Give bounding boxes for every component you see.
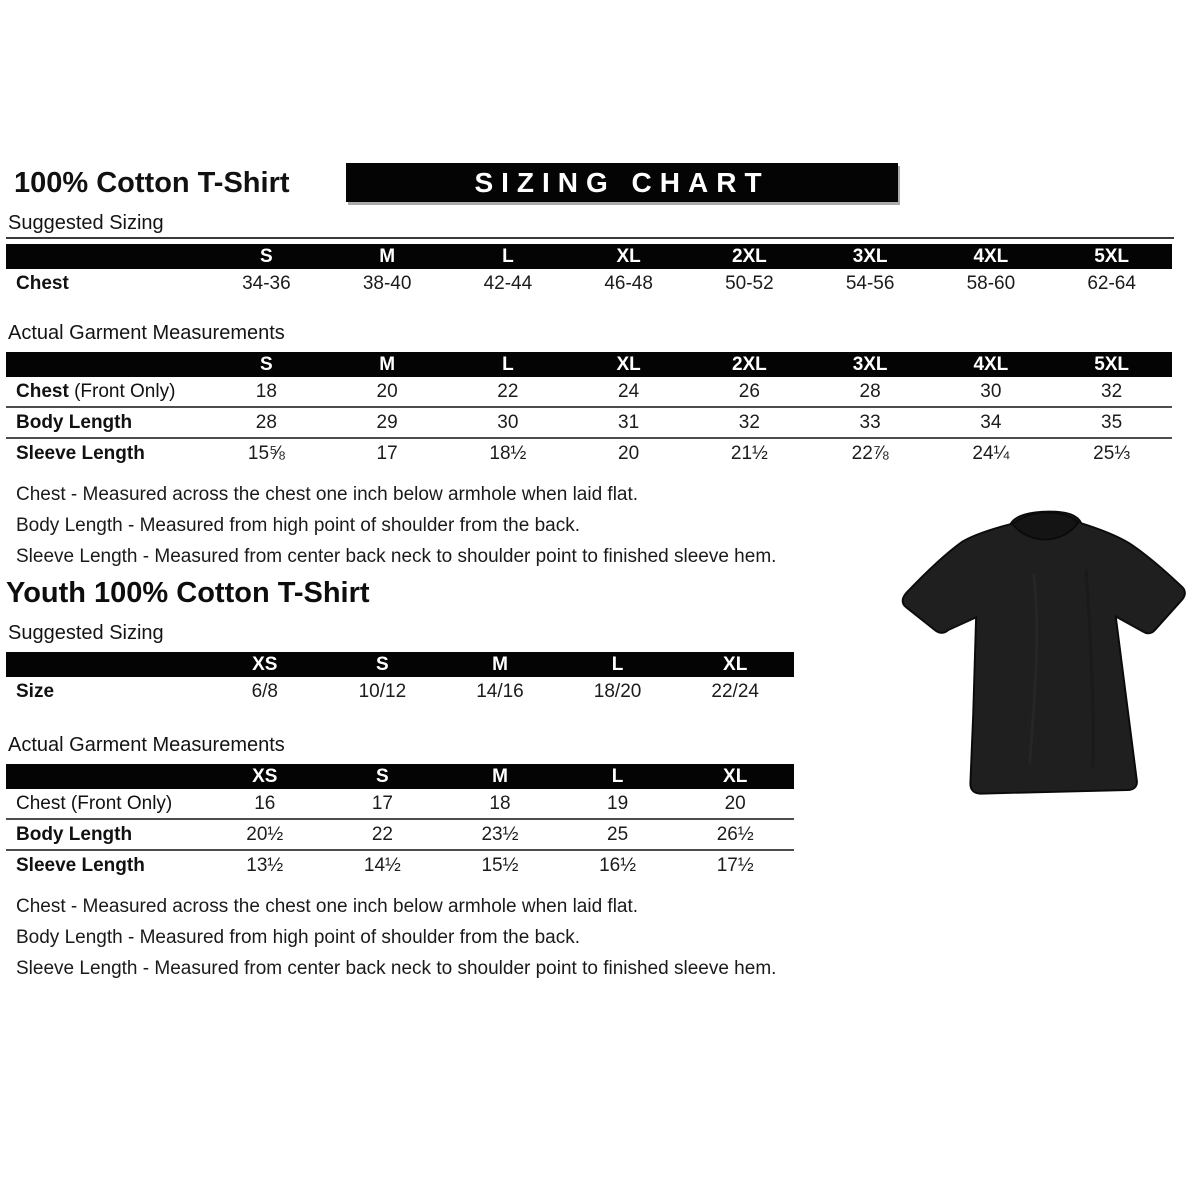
adult-suggested-sizing-table bbox=[6, 244, 1172, 298]
size-column-header: L bbox=[448, 352, 569, 377]
measurement-value: 50-52 bbox=[725, 272, 774, 294]
measurement-row bbox=[6, 407, 1172, 438]
measurement-value: 28 bbox=[206, 407, 327, 438]
measurement-value: 32 bbox=[689, 407, 810, 438]
measurement-value: 29 bbox=[327, 407, 448, 438]
measurement-value: 17 bbox=[371, 792, 393, 814]
measurement-value: 23½ bbox=[441, 819, 559, 850]
measurement-value: 6/8 bbox=[251, 680, 278, 702]
measurement-value: 26½ bbox=[676, 819, 794, 850]
note-chest: Chest - Measured across the chest one inch below armhole when laid flat. bbox=[16, 896, 639, 917]
measurement-value: 22/24 bbox=[711, 680, 759, 702]
measurement-value: 34-36 bbox=[242, 272, 291, 294]
measurement-value: 24 bbox=[618, 380, 640, 402]
page-title: 100% Cotton T-Shirt bbox=[14, 167, 290, 199]
row-label: Size bbox=[16, 680, 55, 702]
size-column-header: L bbox=[448, 244, 569, 269]
note-chest: Chest - Measured across the chest one inch below armhole when laid flat. bbox=[16, 484, 639, 505]
size-column-header: S bbox=[206, 244, 327, 269]
row-label: Chest (Front Only) bbox=[16, 380, 176, 402]
size-column-header: L bbox=[559, 764, 677, 789]
adult-actual-measurements-table bbox=[6, 352, 1172, 468]
measurement-value: 15⅝ bbox=[206, 438, 327, 468]
header-label-spacer bbox=[6, 764, 206, 789]
measurement-value: 13½ bbox=[206, 850, 324, 880]
row-label: Body Length bbox=[6, 819, 206, 850]
note-sleeve-length: Sleeve Length - Measured from center back neck to shoulder point to finished sleeve hem. bbox=[16, 958, 777, 979]
header-label-spacer bbox=[6, 652, 206, 677]
size-header-row bbox=[6, 244, 1172, 269]
measurement-value: 33 bbox=[810, 407, 931, 438]
tshirt-body bbox=[903, 512, 1185, 794]
size-column-header: 5XL bbox=[1051, 352, 1172, 377]
size-column-header: M bbox=[441, 652, 559, 677]
measurement-value: 30 bbox=[980, 380, 1002, 402]
measurement-value: 17½ bbox=[676, 850, 794, 880]
size-column-header: 4XL bbox=[931, 352, 1052, 377]
size-column-header: 3XL bbox=[810, 244, 931, 269]
measurement-value: 25 bbox=[559, 819, 677, 850]
measurement-value: 58-60 bbox=[966, 272, 1016, 294]
size-column-header: S bbox=[324, 764, 442, 789]
measurement-value: 19 bbox=[607, 792, 629, 814]
youth-measurement-notes bbox=[6, 896, 1176, 980]
size-column-header: XL bbox=[568, 244, 689, 269]
note-body-length: Body Length - Measured from high point of shoulder from the back. bbox=[16, 515, 580, 536]
row-label: Chest (Front Only) bbox=[16, 792, 173, 814]
measurement-value: 18/20 bbox=[593, 680, 642, 702]
row-label: Sleeve Length bbox=[6, 438, 206, 468]
measurement-value: 16½ bbox=[559, 850, 677, 880]
youth-suggested-sizing-label: Suggested Sizing bbox=[8, 622, 164, 644]
size-column-header: XL bbox=[676, 652, 794, 677]
size-column-header: XS bbox=[206, 764, 324, 789]
size-column-header: M bbox=[327, 352, 448, 377]
measurement-value: 62-64 bbox=[1087, 272, 1136, 294]
measurement-value: 20 bbox=[724, 792, 746, 814]
measurement-value: 18 bbox=[489, 792, 511, 814]
measurement-value: 30 bbox=[448, 407, 569, 438]
size-column-header: XL bbox=[568, 352, 689, 377]
measurement-value: 17 bbox=[327, 438, 448, 468]
measurement-value: 54-56 bbox=[845, 272, 895, 294]
header-label-spacer bbox=[6, 352, 206, 377]
measurement-value: 34 bbox=[931, 407, 1052, 438]
tshirt-illustration bbox=[890, 488, 1198, 800]
measurement-value: 18 bbox=[255, 380, 277, 402]
note-sleeve-length: Sleeve Length - Measured from center back neck to shoulder point to finished sleeve hem. bbox=[16, 546, 777, 567]
measurement-row bbox=[6, 789, 794, 819]
note-body-length: Body Length - Measured from high point of shoulder from the back. bbox=[16, 927, 580, 948]
measurement-value: 25⅓ bbox=[1051, 438, 1172, 468]
size-header-row bbox=[6, 352, 1172, 377]
measurement-value: 22⅞ bbox=[810, 438, 931, 468]
measurement-value: 10/12 bbox=[358, 680, 407, 702]
measurement-value: 22 bbox=[497, 380, 519, 402]
measurement-value: 20 bbox=[568, 438, 689, 468]
measurement-value: 22 bbox=[324, 819, 442, 850]
size-header-row bbox=[6, 652, 794, 677]
youth-actual-measurements-label: Actual Garment Measurements bbox=[8, 734, 285, 756]
youth-suggested-sizing-table bbox=[6, 652, 794, 706]
measurement-value: 14½ bbox=[324, 850, 442, 880]
measurement-row bbox=[6, 850, 794, 880]
size-column-header: XS bbox=[206, 652, 324, 677]
size-column-header: L bbox=[559, 652, 677, 677]
measurement-value: 14/16 bbox=[476, 680, 524, 702]
size-column-header: 4XL bbox=[931, 244, 1052, 269]
youth-actual-measurements-table bbox=[6, 764, 794, 880]
row-label: Sleeve Length bbox=[6, 850, 206, 880]
measurement-row bbox=[6, 677, 794, 706]
size-column-header: M bbox=[441, 764, 559, 789]
measurement-value: 42-44 bbox=[483, 272, 533, 294]
measurement-value: 20 bbox=[376, 380, 398, 402]
measurement-value: 15½ bbox=[441, 850, 559, 880]
youth-section-title: Youth 100% Cotton T-Shirt bbox=[6, 577, 370, 609]
header-label-spacer bbox=[6, 244, 206, 269]
measurement-value: 20½ bbox=[206, 819, 324, 850]
measurement-row bbox=[6, 377, 1172, 407]
measurement-row bbox=[6, 269, 1172, 298]
measurement-value: 38-40 bbox=[362, 272, 412, 294]
size-column-header: M bbox=[327, 244, 448, 269]
size-column-header: 2XL bbox=[689, 244, 810, 269]
measurement-value: 46-48 bbox=[604, 272, 653, 294]
size-column-header: S bbox=[324, 652, 442, 677]
size-column-header: XL bbox=[676, 764, 794, 789]
tshirt-product-photo bbox=[890, 488, 1198, 800]
row-label: Chest bbox=[16, 272, 69, 294]
size-header-row bbox=[6, 764, 794, 789]
size-column-header: 5XL bbox=[1051, 244, 1172, 269]
title-row bbox=[6, 163, 1176, 202]
measurement-value: 35 bbox=[1051, 407, 1172, 438]
measurement-row bbox=[6, 819, 794, 850]
measurement-value: 18½ bbox=[448, 438, 569, 468]
measurement-value: 31 bbox=[568, 407, 689, 438]
measurement-row bbox=[6, 438, 1172, 468]
adult-actual-measurements-label: Actual Garment Measurements bbox=[8, 322, 285, 344]
size-column-header: 2XL bbox=[689, 352, 810, 377]
measurement-value: 24¼ bbox=[931, 438, 1052, 468]
size-column-header: S bbox=[206, 352, 327, 377]
measurement-value: 32 bbox=[1101, 380, 1123, 402]
row-label: Body Length bbox=[6, 407, 206, 438]
measurement-value: 16 bbox=[254, 792, 276, 814]
measurement-value: 28 bbox=[859, 380, 881, 402]
adult-suggested-sizing-label: Suggested Sizing bbox=[6, 212, 1174, 239]
measurement-value: 26 bbox=[738, 380, 760, 402]
size-column-header: 3XL bbox=[810, 352, 931, 377]
measurement-value: 21½ bbox=[689, 438, 810, 468]
sizing-chart-banner: SIZING CHART bbox=[346, 163, 898, 202]
